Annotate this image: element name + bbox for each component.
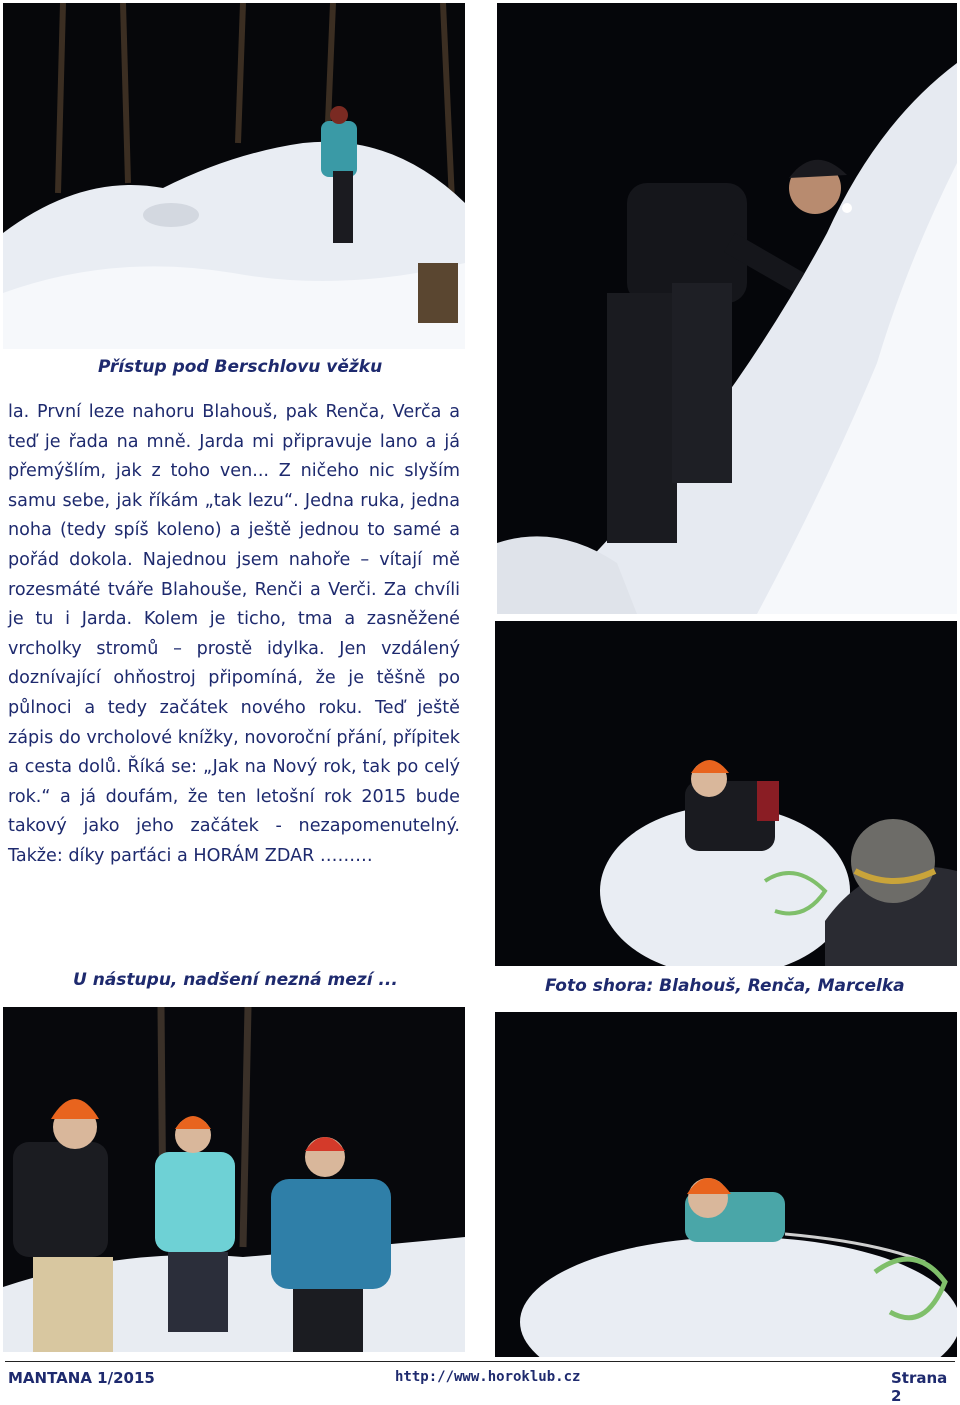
caption-approach: Přístup pod Berschlovu věžku (98, 357, 383, 377)
photo-group-helmets (3, 1007, 465, 1352)
photo-summit-belay (495, 621, 957, 966)
footer-website-link[interactable]: http://www.horoklub.cz (395, 1369, 581, 1385)
footer-page-number: Strana 2 (891, 1369, 948, 1405)
photo-climber-rock (497, 3, 957, 614)
caption-photo-credits: Foto shora: Blahouš, Renča, Marcelka (545, 976, 905, 996)
photo-climber-cresting (495, 1012, 957, 1357)
footer-divider (5, 1361, 955, 1362)
footer-issue: MANTANA 1/2015 (8, 1369, 155, 1387)
article-text: la. První leze nahoru Blahouš, pak Renča, Verča a teď je řada na mně. Jarda mi připravuje lano a já přemýšlím, jak z toho ven... Z ničeho nic slyším samu sebe, jak říkám „tak lezu“. Jedna ruka, jedna noha (tedy spíš koleno) a ještě jednou to samé a pořád dokola. Najednou jsem nahoře – vítají mě rozesmáté tváře Blahouše, Renči a Verči. Za chvíli je tu i Jarda. Kolem je ticho, tma a zasněžené vrcholky stromů – prostě idylka. Jen vzdálený doznívající ohňostroj připomíná, že je těšně po půlnoci a tedy začátek nového roku. Teď ještě zápis do vrcholové knížky, novoroční přání, přípitek a cesta dolů. Říká se: „Jak na Nový rok, tak po celý rok.“ a já doufám, že ten letošní rok 2015 bude takový jako jeho začátek - nezapomenutelný. Takže: díky parťáci a HORÁM ZDAR ……… (8, 402, 460, 866)
photo-approach (3, 3, 465, 349)
caption-start: U nástupu, nadšení nezná mezí ... (73, 970, 398, 990)
